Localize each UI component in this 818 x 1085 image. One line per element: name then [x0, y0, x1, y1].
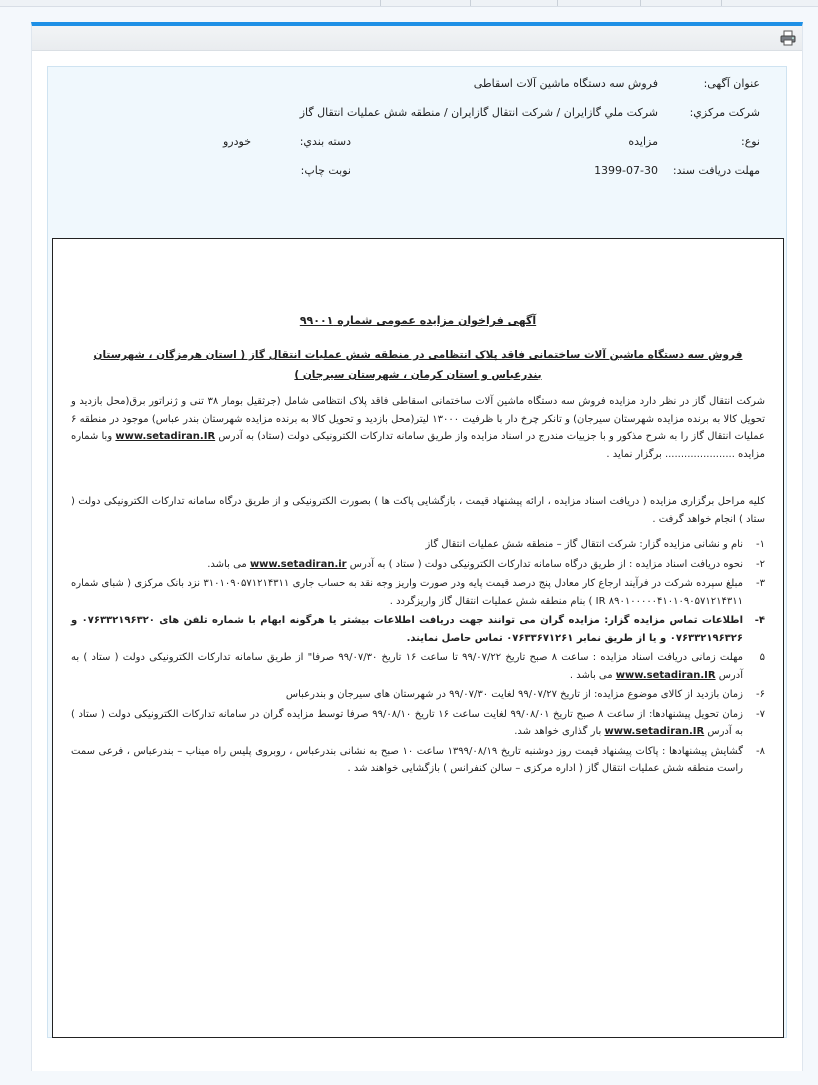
list-item — [71, 612, 765, 647]
item-text: زمان تحویل پیشنهادها: از ساعت ۸ صبح تاریخ ۹۹/۰۸/۰۱ لغایت ساعت ۱۶ تاریخ ۹۹/۰۸/۱۰ صرفا توسط مزایده گران در سامانه تدارکات الکترونیکی دولت ( ستاد ) به آدرس — [71, 708, 743, 737]
item-number: ۱- — [756, 539, 765, 550]
setadiran-link[interactable]: www.setadiran.IR — [615, 669, 716, 681]
conditions-list — [71, 536, 765, 780]
intro-paragraph — [71, 393, 765, 463]
intro-tail: وبا شماره مزایده ...................... برگزار نماید . — [71, 431, 765, 460]
list-item — [71, 686, 765, 704]
list-item — [71, 743, 765, 778]
divider — [557, 0, 558, 6]
item-number: ۷- — [756, 708, 765, 720]
setadiran-link[interactable]: www.setadiran.ir — [249, 558, 347, 570]
item-number: ۵ — [759, 652, 765, 663]
item-number: ۶- — [756, 689, 765, 700]
document-title: آگهی فراخوان مزایده عمومی شماره ۹۹۰۰۱ — [299, 314, 537, 327]
notice-panel — [31, 22, 803, 1071]
item-number: ۲- — [756, 558, 765, 570]
intro-text: شرکت انتقال گاز در نظر دارد مزایده فروش سه دستگاه ماشین آلات ساختمانی اسقاطی فاقد پلاک انتظامی شامل (جرثقیل بومار ۳۸ تنی و ژنراتور برق(محل بازدید و تحویل کالا به برنده مزایده شهرستان سیرجان) و تانکر چرخ دار با ظرفیت ۱۳۰۰۰ لیتر(محل بازدید و تحویل کالا به برنده مزایده شهرستان بندر عباس) موجود در منطقه ۶ عملیات انتقال گاز را به شرح مذکور و با جزییات مندرج در اسناد مزایده واز طریق سامانه تدارکات الکترونیکی دولت (ستاد) به آدرس — [71, 396, 766, 442]
list-item — [71, 556, 765, 574]
divider — [470, 0, 471, 6]
item-tail: می باشد. — [207, 558, 250, 570]
list-item — [71, 706, 765, 741]
list-item — [71, 575, 765, 610]
company-value: شرکت ملي گازايران / شرکت انتقال گازايران / منطقه شش عمليات انتقال گاز — [299, 106, 658, 119]
item-tail: بار گذاری خواهد شد. — [514, 726, 605, 737]
type-label: نوع: — [740, 135, 760, 148]
item-tail: می باشد . — [569, 669, 616, 681]
item-number: ۸- — [756, 745, 765, 757]
item-text: زمان بازدید از کالای موضوع مزایده: از تاریخ ۹۹/۰۷/۲۷ لغایت ۹۹/۰۷/۳۰ در شهرستان های سیرجان و بندرعباس — [285, 689, 743, 700]
list-item — [71, 649, 765, 684]
list-item — [71, 536, 765, 554]
title-value: فروش سه دستگاه ماشین آلات اسقاطی — [473, 77, 658, 90]
toolbar — [32, 26, 802, 51]
deadline-label: مهلت دريافت سند: — [672, 164, 760, 177]
category-label: دسته بندي: — [299, 135, 351, 148]
item-number: ۴- — [754, 615, 765, 626]
item-text: گشایش پیشنهادها : پاکات پیشنهاد قیمت روز دوشنبه تاریخ ۱۳۹۹/۰۸/۱۹ ساعت ۱۰ صبح به نشانی بندرعباس ، روبروی پلیس راه میناب – بندرعباس ، فرعی سمت راست منطقه شش عملیات انتقال گاز ( اداره مرکزی – سالن کنفرانس ) بازگشایی خواهند شد . — [71, 745, 743, 774]
category-value: خودرو — [222, 135, 251, 148]
print-turn-label: نوبت چاپ: — [300, 164, 351, 177]
setadiran-link[interactable]: www.setadiran.IR — [115, 431, 216, 442]
item-text: مبلغ سپرده شرکت در فرآیند ارجاع کار معادل پنج درصد قیمت پایه ودر صورت واریز وجه نقد به حساب جاری ۳۱۰۱۰۹۰۵۷۱۲۱۴۳۱۱ نزد بانک مرکزی ( شبای شماره IR ۸۹۰۱۰۰۰۰۰۴۱۰۱۰۹۰۵۷۱۲۱۴۳۱۱ ) بنام منطقه شش عملیات انتقال گاز واریزگردد . — [71, 578, 743, 607]
stages-paragraph: کلیه مراحل برگزاری مزایده ( دریافت اسناد مزایده ، ارائه پیشنهاد قیمت ، بازگشایی پاکت ها ) بصورت الکترونیکی و از طریق درگاه سامانه تدارکات الکترونیکی دولت ( ستاد ) انجام خواهد گرفت . — [71, 496, 765, 525]
title-label: عنوان آگهی: — [703, 77, 760, 90]
notice-document — [52, 238, 784, 1038]
item-text: مهلت زمانی دریافت اسناد مزایده : ساعت ۸ صبح تاریخ ۹۹/۰۷/۲۲ تا ساعت ۱۶ تاریخ ۹۹/۰۷/۳۰ صرفا" از طریق سامانه تدارکات الکترونیکی دولت ( ستاد ) به آدرس — [71, 652, 743, 681]
item-text: نحوه دریافت اسناد مزایده : از طریق درگاه سامانه تدارکات الکترونیکی دولت ( ستاد ) به آدرس — [346, 558, 743, 570]
item-number: ۳- — [756, 578, 765, 589]
item-text: نام و نشانی مزایده گزار: شرکت انتقال گاز – منطقه شش عملیات انتقال گاز — [425, 539, 743, 550]
item-text: اطلاعات تماس مزایده گزار: مزایده گران می توانند جهت دریافت اطلاعات بیشتر یا هرگونه ابهام با شماره تلفن های ۰۷۶۳۳۲۱۹۶۳۲۰ و ۰۷۶۳۳۲۱۹۶۳۲۶ و یا از طریق نمابر ۰۷۶۳۳۶۷۱۲۶۱ تماس حاصل نمایند. — [71, 615, 744, 644]
divider — [380, 0, 381, 6]
company-label: شرکت مرکزي: — [689, 106, 760, 119]
divider — [640, 0, 641, 6]
setadiran-link[interactable]: www.setadiran.IR — [604, 726, 705, 737]
print-icon[interactable] — [780, 30, 796, 46]
document-subtitle: فروش سه دستگاه ماشین آلات ساختمانی فاقد پلاک انتظامی در منطقه شش عملیات انتقال گاز ( استان هرمزگان ، شهرستان بندرعباس و استان کرمان ، شهرستان سیرجان ) — [93, 349, 743, 381]
divider — [721, 0, 722, 6]
type-value: مزايده — [628, 135, 658, 148]
browser-top-strip — [0, 0, 818, 7]
deadline-value: 1399-07-30 — [594, 164, 658, 177]
